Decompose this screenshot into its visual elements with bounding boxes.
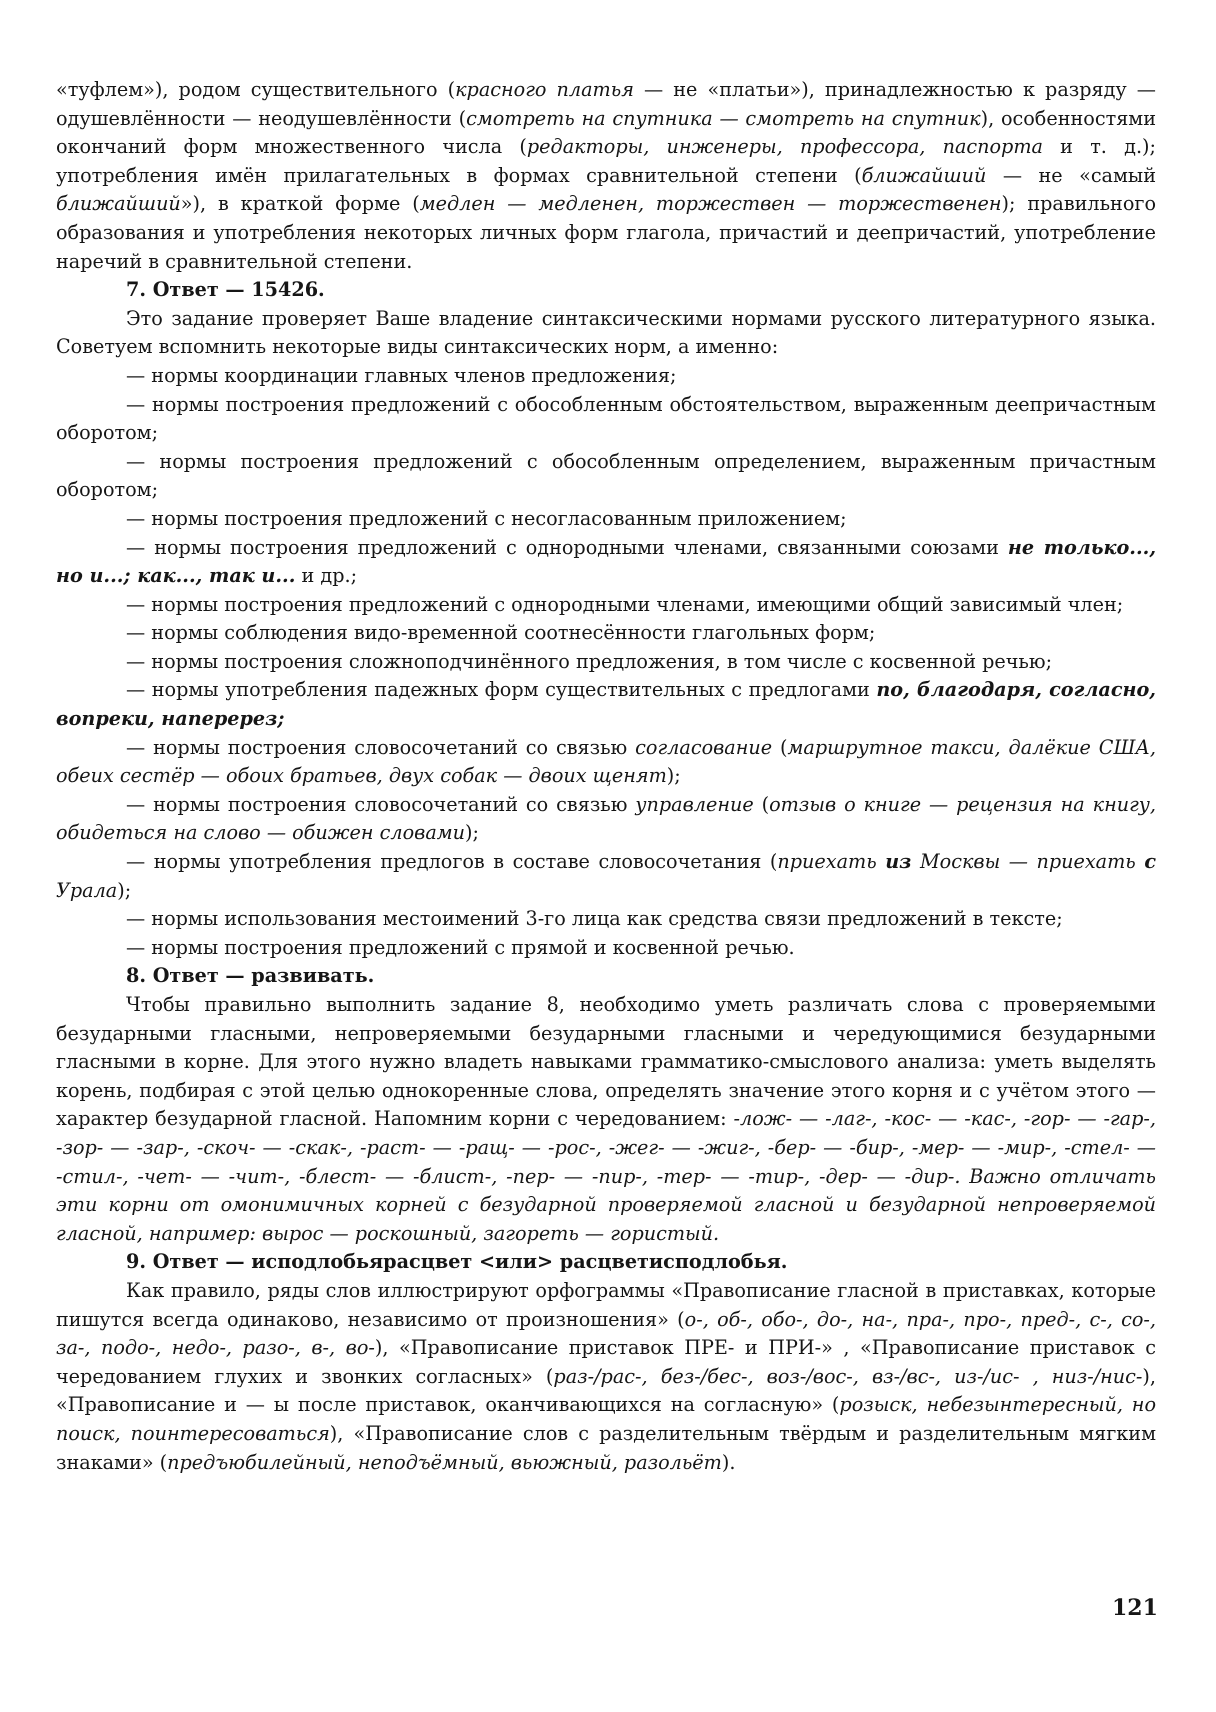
answer-9-heading: 9. Ответ — исподлобьярасцвет <или> расцветисподлобья. (126, 1250, 788, 1274)
example-italic: редакторы, инженеры, профессора, паспорта (526, 135, 1043, 159)
norm-item (56, 534, 1156, 591)
page-number: 121 (1112, 1595, 1158, 1621)
norm-item: — нормы построения предложений с обособленным обстоятельством, выраженным деепричастным оборотом; (56, 392, 1156, 445)
example-italic: красного платья (455, 78, 634, 101)
text-run: и др.; (295, 564, 358, 588)
preposition-bold: по, благодаря, согласно, вопреки, наперерез; (56, 678, 1156, 731)
example-italic: Урала (56, 878, 118, 902)
text-run: ). (721, 1450, 736, 1474)
example-italic: маршрутное такси, далёкие США, обеих сестёр — обоих братьев, двух собак — двоих щенят (56, 735, 1156, 788)
text-run: — не «платьи»), принадлежностью к разряду — одушевлённости — неодушевлённости ( (56, 78, 1156, 130)
norm-item (56, 791, 1156, 848)
answer-7-heading: 7. Ответ — 15426. (126, 278, 325, 302)
example-italic: о-, об-, обо-, до-, на-, пра-, про-, пред-, с-, со-, за-, подо-, недо-, разо-, в-, во- (56, 1307, 1156, 1360)
norm-item: — нормы построения предложений с несогласованным приложением; (126, 506, 847, 530)
text-run: ); (465, 821, 479, 845)
norm-item: — нормы построения предложений с обособленным определением, выраженным причастным оборотом; (56, 449, 1156, 502)
norm-item: — нормы построения предложений с однородными членами, имеющими общий зависимый член; (126, 592, 1124, 616)
example-italic: предъюбилейный, неподъёмный, вьюжный, разольёт (167, 1450, 722, 1474)
text-run: ), «Правописание слов с разделительным твёрдым и разделительным мягким знаками» ( (56, 1421, 1156, 1474)
text-run: — нормы употребления падежных форм существительных с предлогами (126, 678, 877, 702)
paragraph-intro (56, 76, 1156, 276)
example-italic: ближайший (861, 163, 987, 187)
norm-item: — нормы построения предложений с прямой и косвенной речью. (126, 935, 795, 959)
term-italic: управление (635, 792, 754, 816)
text-run: ); правильного образования и употребления некоторых личных форм глагола, причастий и деепричастий, употребление наречий в сравнительной степени. (56, 192, 1156, 273)
example-italic: приехать (777, 850, 886, 874)
text-run: — не «самый (986, 163, 1156, 187)
text-run: ); (666, 764, 681, 788)
text-run: и т. д.); употребления имён прилагательных в формах сравнительной степени ( (56, 135, 1156, 187)
text-run: »), в краткой форме ( (180, 192, 420, 216)
text-run: ); (117, 878, 132, 902)
term-italic: согласование (635, 735, 773, 759)
text-run: — нормы построения словосочетаний со связью (126, 792, 636, 816)
text-run: ), «Правописание приставок ПРЕ- и ПРИ-» , «Правописание приставок с чередованием глухих и звонких согласных» ( (56, 1336, 1156, 1388)
conjunction-bold: не только..., но и...; как..., так и... (56, 535, 1156, 588)
text-run: Чтобы правильно выполнить задание 8, необходимо уметь различать слова с проверяемыми безударными гласными, непроверяемыми безударными гласными и чередующимися безударными гласными в корне. Для этого нужно владеть навыками грамматико-смыслового анализа: уметь выделять корень, подбирая с этой целью однокоренные слова, определять значение этого корня и с учётом этого — характер безударной гласной. Напомним корни с чередованием: (56, 993, 1156, 1131)
norm-item: — нормы построения сложноподчинённого предложения, в том числе с косвенной речью; (126, 649, 1053, 673)
norm-item (56, 734, 1156, 791)
text-run: ( (753, 792, 770, 816)
preposition-bold: с (1144, 850, 1156, 874)
norm-item: — нормы соблюдения видо-временной соотнесённости глагольных форм; (126, 621, 876, 645)
example-italic: розыск, небезынтересный, но поиск, поинтересоваться (56, 1393, 1156, 1445)
example-italic: ближайший (56, 192, 181, 216)
example-italic: отзыв о книге — рецензия на книгу, обидеться на слово — обижен словами (56, 792, 1157, 845)
example-italic: раз-/рас-, без-/бес-, воз-/вос-, вз-/вс-, из-/ис- , низ-/нис- (553, 1364, 1143, 1388)
text-run: — нормы построения предложений с однородными членами, связанными союзами (126, 535, 1008, 559)
example-italic: Москвы — приехать (911, 850, 1145, 874)
task-7-intro: Это задание проверяет Ваше владение синтаксическими нормами русского литературного языка. Советуем вспомнить некоторые виды синтаксических норм, а именно: (56, 306, 1156, 359)
page-body (56, 76, 1156, 1477)
answer-8-heading: 8. Ответ — развивать. (126, 964, 375, 988)
text-run: ), «Правописание и — ы после приставок, оканчивающихся на согласную» ( (56, 1364, 1156, 1417)
task-8-paragraph (56, 991, 1156, 1248)
preposition-bold: из (885, 850, 912, 874)
text-run: — нормы употребления предлогов в составе словосочетания ( (126, 850, 778, 874)
norm-item (56, 848, 1156, 905)
text-run: ), особенностями окончаний форм множественного числа ( (56, 106, 1157, 159)
example-italic: медлен — медленен, торжествен — торжественен (419, 192, 1002, 216)
norm-item (56, 676, 1156, 733)
norm-item: — нормы использования местоимений 3-го лица как средства связи предложений в тексте; (126, 907, 1063, 931)
text-run: «туфлем»), родом существительного ( (56, 78, 456, 101)
text-run: ( (772, 735, 788, 759)
roots-italic: -лож- — -лаг-, -кос- — -кас-, -гор- — -гар-, -зор- — -зар-, -скоч- — -скак-, -раст- — -ращ- — -рос-, -жег- — -жиг-, -бер- — -бир-, -мер- — -мир-, -стел- — -стил-, -чет- — -чит-, -блест- — -блист-, -пер- — -пир-, -тер- — -тир-, -дер- — -дир-. Важно отличать эти корни от омонимичных корней с безударной проверяемой гласной и безударной непроверяемой гласной, например: вырос — роскошный, загореть — гористый. (56, 1107, 1156, 1245)
text-run: Как правило, ряды слов иллюстрируют орфограммы «Правописание гласной в приставках, которые пишутся всегда одинаково, независимо от произношения» ( (56, 1278, 1156, 1331)
norm-item: — нормы координации главных членов предложения; (126, 363, 677, 387)
text-run: — нормы построения словосочетаний со связью (126, 735, 636, 759)
task-9-paragraph (56, 1277, 1156, 1477)
example-italic: смотреть на спутника — смотреть на спутник (466, 106, 981, 130)
